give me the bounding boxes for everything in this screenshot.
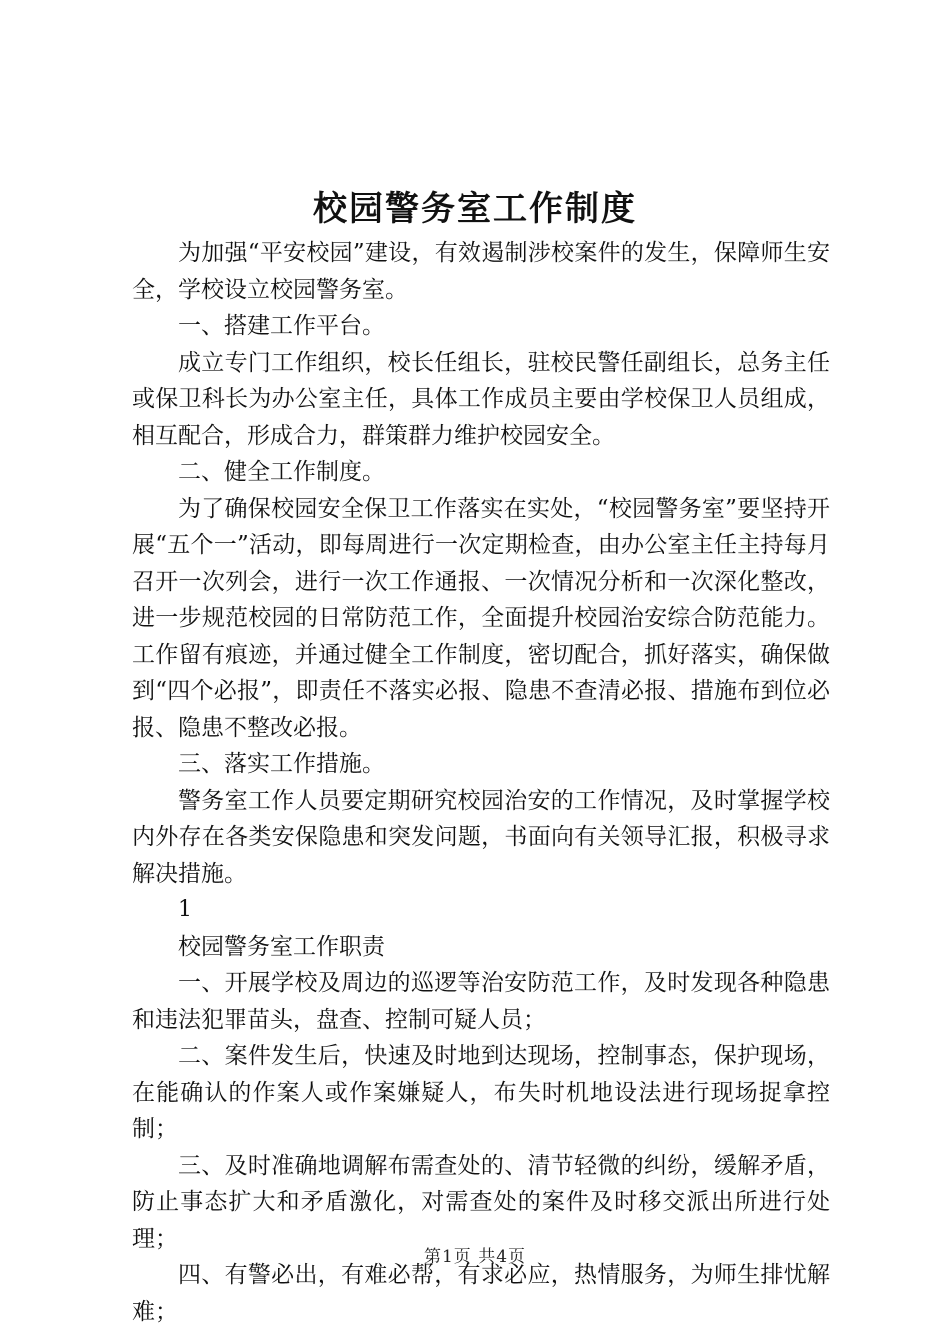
section-heading-3: 三、落实工作措施。: [178, 751, 385, 777]
section-heading-1: 一、搭建工作平台。: [178, 313, 385, 339]
duty-item: 三、及时准确地调解布需查处的、清节轻微的纠纷，缓解矛盾，防止事态扩大和矛盾激化，对需查处的案件及时移交派出所进行处理；: [132, 1152, 830, 1252]
intro-paragraph: 为加强“平安校园”建设，有效遏制涉校案件的发生，保障师生安全，学校设立校园警务室。: [132, 240, 830, 303]
section-heading-2: 二、健全工作制度。: [178, 459, 385, 485]
paragraph-system: 为了确保校园安全保卫工作落实在实处，“校园警务室”要坚持开展“五个一”活动，即每周进行一次定期检查，由办公室主任主持每月召开一次列会，进行一次工作通报、一次情况分析和一次深化整改，进一步规范校园的日常防范工作，全面提升校园治安综合防范能力。工作留有痕迹，并通过健全工作制度，密切配合，抓好落实，确保做到“四个必报”，即责任不落实必报、隐患不查清必报、措施布到位必报、隐患不整改必报。: [132, 495, 830, 741]
duty-item: 四、有警必出，有难必帮，有求必应，热情服务，为师生排忧解难；: [132, 1262, 830, 1325]
paragraph-organization: 成立专门工作组织，校长任组长，驻校民警任副组长，总务主任或保卫科长为办公室主任，具体工作成员主要由学校保卫人员组成，相互配合，形成合力，群策群力维护校园安全。: [132, 349, 830, 449]
duty-item: 二、案件发生后，快速及时地到达现场，控制事态，保护现场，在能确认的作案人或作案嫌疑人，布失时机地设法进行现场捉拿控制；: [132, 1043, 830, 1142]
inline-marker: 1: [178, 897, 192, 922]
paragraph-measures: 警务室工作人员要定期研究校园治安的工作情况，及时掌握学校内外存在各类安保隐患和突发问题，书面向有关领导汇报，积极寻求解决措施。: [132, 787, 830, 887]
document-title: 校园警务室工作制度: [313, 189, 637, 229]
page-footer: 第1页 共4页: [423, 1247, 527, 1267]
document-body: [132, 235, 830, 1330]
duty-item: 一、开展学校及周边的巡逻等治安防范工作，及时发现各种隐患和违法犯罪苗头，盘查、控制可疑人员；: [132, 970, 830, 1033]
duties-section-title: 校园警务室工作职责: [178, 933, 385, 960]
